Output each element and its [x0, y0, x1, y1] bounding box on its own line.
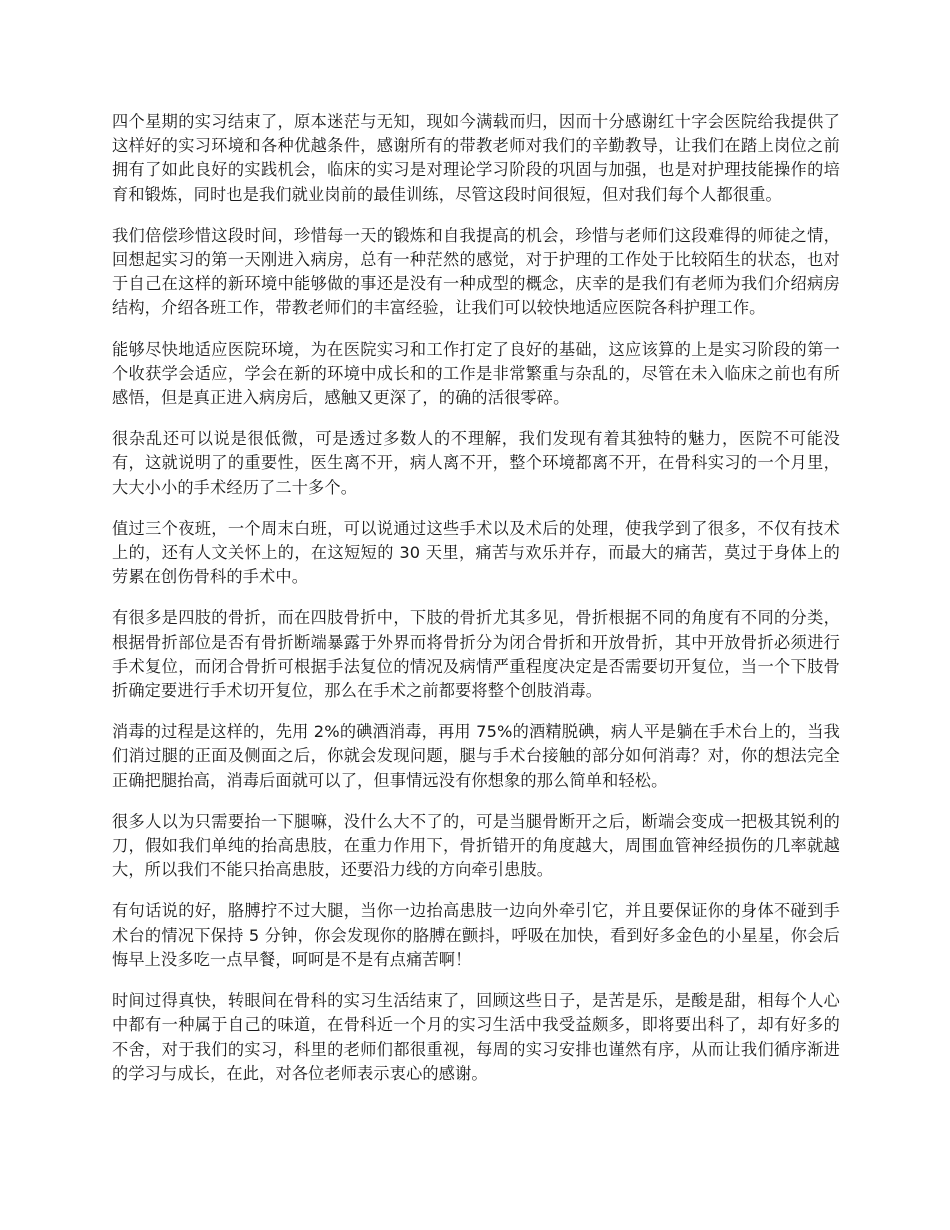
paragraph-9: 有句话说的好，胳膊拧不过大腿，当你一边抬高患肢一边向外牵引它，并且要保证你的身体不碰到手术台的情况下保持 5 分钟，你会发现你的胳膊在颤抖，呼吸在加快，看到好多金色的小星星，你会后悔早上没多吃一点早餐，呵呵是不是有点痛苦啊！ — [112, 901, 840, 969]
paragraph-4: 很杂乱还可以说是很低微，可是透过多数人的不理解，我们发现有着其独特的魅力，医院不可能没有，这就说明了的重要性，医生离不开，病人离不开，整个环境都离不开，在骨科实习的一个月里，大大小小的手术经历了二十多个。 — [112, 429, 840, 497]
paragraph-10: 时间过得真快，转眼间在骨科的实习生活结束了，回顾这些日子，是苦是乐，是酸是甜，相每个人心中都有一种属于自己的味道，在骨科近一个月的实习生活中我受益颇多，即将要出科了，却有好多的不舍，对于我们的实习，科里的老师们都很重视，每周的实习安排也谨然有序，从而让我们循序渐进的学习与成长，在此，对各位老师表示衷心的感谢。 — [112, 991, 840, 1083]
paragraph-6: 有很多是四肢的骨折，而在四肢骨折中，下肢的骨折尤其多见，骨折根据不同的角度有不同的分类，根据骨折部位是否有骨折断端暴露于外界而将骨折分为闭合骨折和开放骨折，其中开放骨折必须进行手术复位，而闭合骨折可根据手法复位的情况及病情严重程度决定是否需要切开复位，当一个下肢骨折确定要进行手术切开复位，那么在手术之前都要将整个创肢消毒。 — [112, 608, 840, 701]
paragraph-3: 能够尽快地适应医院环境，为在医院实习和工作打定了良好的基础，这应该算的上是实习阶段的第一个收获学会适应，学会在新的环境中成长和的工作是非常繁重与杂乱的，尽管在未入临床之前也有所感悟，但是真正进入病房后，感触又更深了，的确的活很零碎。 — [112, 339, 840, 408]
paragraph-8: 很多人以为只需要抬一下腿嘛，没什么大不了的，可是当腿骨断开之后，断端会变成一把极其锐利的刀，假如我们单纯的抬高患肢，在重力作用下，骨折错开的角度越大，周围血管神经损伤的几率就越大，所以我们不能只抬高患肢，还要沿力线的方向牵引患肢。 — [112, 811, 840, 880]
document-body — [112, 110, 840, 1103]
paragraph-1: 四个星期的实习结束了，原本迷茫与无知，现如今满载而归，因而十分感谢红十字会医院给我提供了这样好的实习环境和各种优越条件，感谢所有的带教老师对我们的辛勤教导，让我们在踏上岗位之前拥有了如此良好的实践机会，临床的实习是对理论学习阶段的巩固与加强，也是对护理技能操作的培育和锻炼，同时也是我们就业岗前的最佳训练，尽管这段时间很短，但对我们每个人都很重。 — [112, 112, 840, 204]
paragraph-2: 我们倍偿珍惜这段时间，珍惜每一天的锻炼和自我提高的机会，珍惜与老师们这段难得的师徒之情，回想起实习的第一天刚进入病房，总有一种茫然的感觉，对于护理的工作处于比较陌生的状态，也对于自己在这样的新环境中能够做的事还是没有一种成型的概念，庆幸的是我们有老师为我们介绍病房结构，介绍各班工作，带教老师们的丰富经验，让我们可以较快地适应医院各科护理工作。 — [112, 225, 840, 318]
paragraph-5: 值过三个夜班，一个周末白班，可以说通过这些手术以及术后的处理，使我学到了很多，不仅有技术上的，还有人文关怀上的，在这短短的 30 天里，痛苦与欢乐并存，而最大的痛苦，莫过于身体上的劳累在创伤骨科的手术中。 — [112, 518, 840, 587]
paragraph-7: 消毒的过程是这样的，先用 2%的碘酒消毒，再用 75%的酒精脱碘，病人平是躺在手术台上的，当我们消过腿的正面及侧面之后，你就会发现问题，腿与手术台接触的部分如何消毒？对，你的想法完全正确把腿抬高，消毒后面就可以了，但事情远没有你想象的那么简单和轻松。 — [112, 722, 840, 790]
